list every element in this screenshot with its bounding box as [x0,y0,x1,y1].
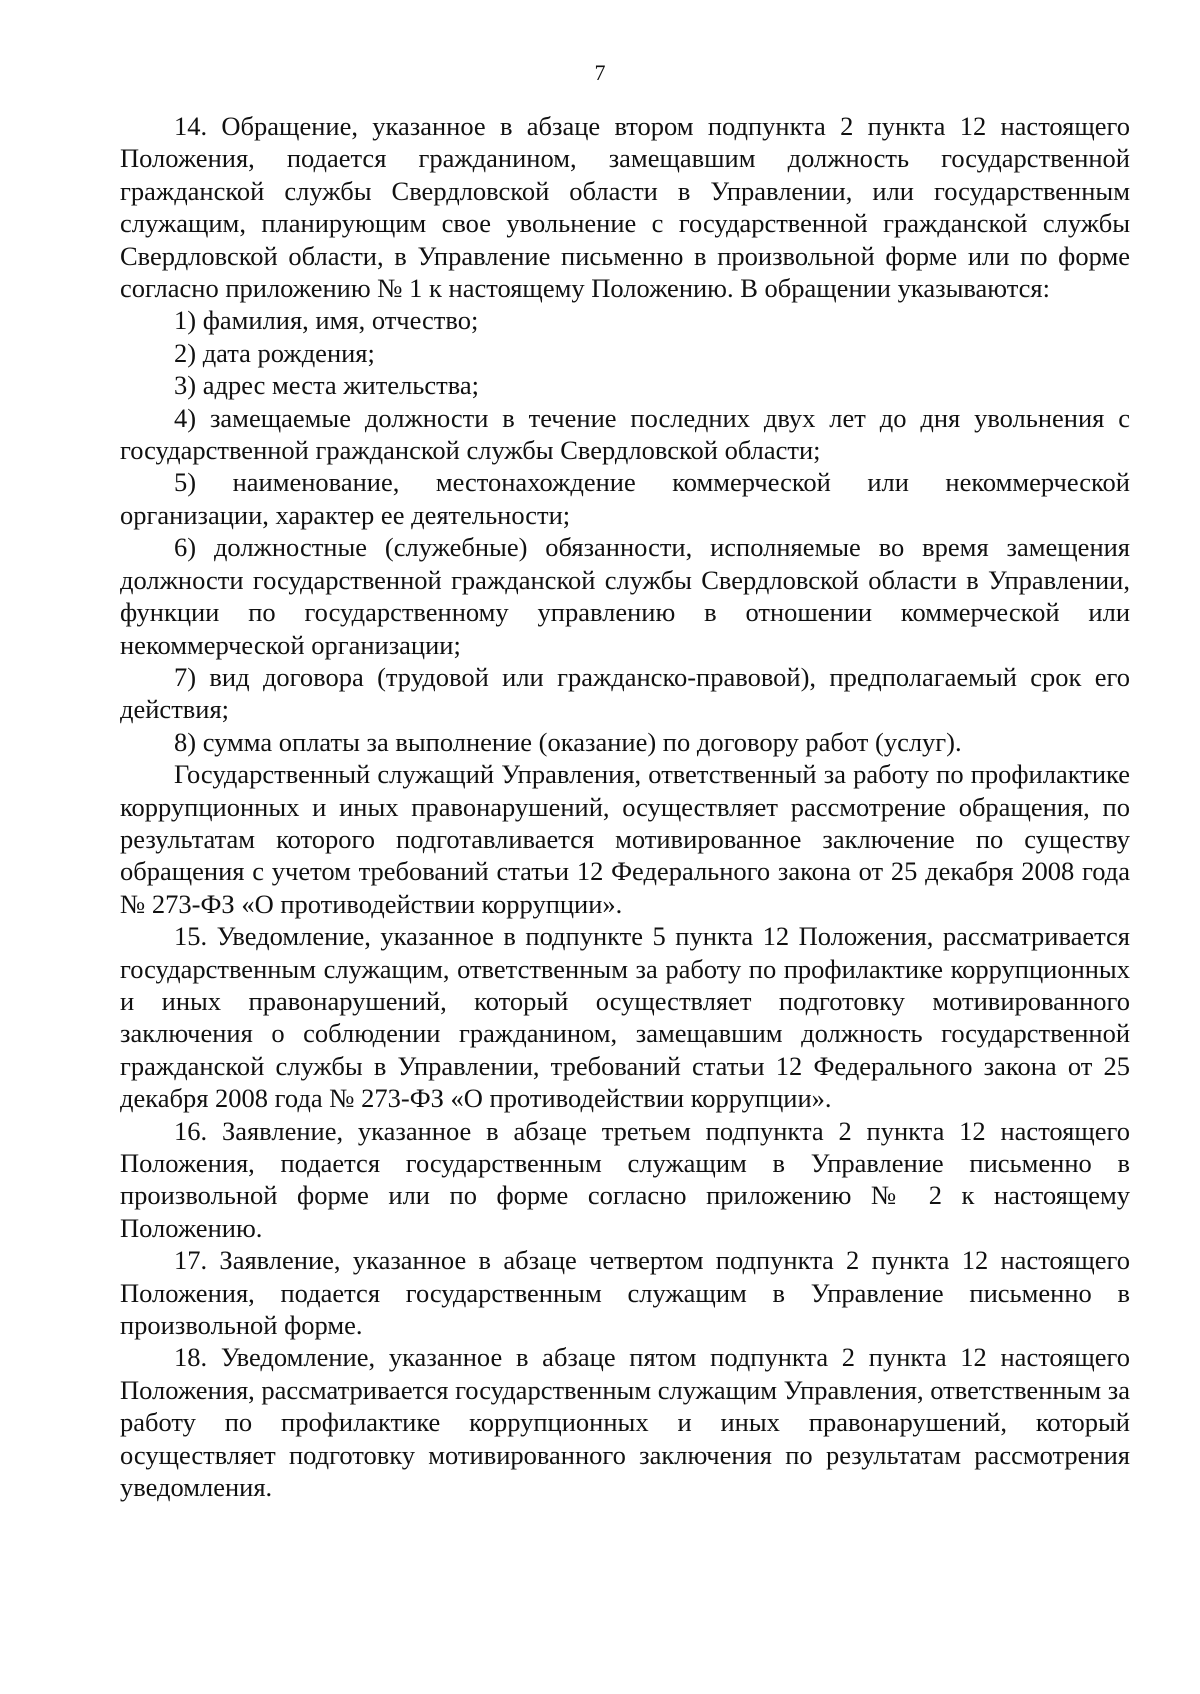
list-item-7: 7) вид договора (трудовой или гражданско-правовой), предполагаемый срок его действия; [120,661,1130,725]
list-item-2: 2) дата рождения; [174,337,375,368]
paragraph-15: 15. Уведомление, указанное в подпункте 5 пункта 12 Положения, рассматривается государственным служащим, ответственным за работу по профилактике коррупционных и иных правонарушений, который осуществляет подготовку мотивированного заключения о соблюдении гражданином, замещавшим должность государственной гражданской службы в Управлении, требований статьи 12 Федерального закона от 25 декабря 2008 года № 273-ФЗ «О противодействии коррупции». [120,921,1130,1114]
list-item-1: 1) фамилия, имя, отчество; [174,305,479,336]
document-body [120,110,1130,1503]
paragraph-18: 18. Уведомление, указанное в абзаце пятом подпункта 2 пункта 12 настоящего Положения, рассматривается государственным служащим Управления, ответственным за работу по профилактике коррупционных и иных правонарушений, который осуществляет подготовку мотивированного заключения по результатам рассмотрения уведомления. [120,1342,1130,1503]
list-item-6: 6) должностные (служебные) обязанности, исполняемые во время замещения должности государственной гражданской службы Свердловской области в Управлении, функции по государственному управлению в отношении коммерческой или некоммерческой организации; [120,532,1130,660]
list-item-3: 3) адрес места жительства; [174,370,480,401]
list-item-5: 5) наименование, местонахождение коммерческой или некоммерческой организации, характер ее деятельности; [120,467,1130,530]
page-number: 7 [594,60,606,85]
paragraph-review: Государственный служащий Управления, ответственный за работу по профилактике коррупционных и иных правонарушений, осуществляет рассмотрение обращения, по результатам которого подготавливается мотивированное заключение по существу обращения с учетом требований статьи 12 Федерального закона от 25 декабря 2008 года № 273-ФЗ «О противодействии коррупции». [120,759,1130,919]
paragraph-14: 14. Обращение, указанное в абзаце втором подпункта 2 пункта 12 настоящего Положения, подается гражданином, замещавшим должность государственной гражданской службы Свердловской области в Управлении, или государственным служащим, планирующим свое увольнение с государственной гражданской службы Свердловской области, в Управление письменно в произвольной форме или по форме согласно приложению № 1 к настоящему Положению. В обращении указываются: [120,111,1130,304]
paragraph-16: 16. Заявление, указанное в абзаце третьем подпункта 2 пункта 12 настоящего Положения, подается государственным служащим в Управление письменно в произвольной форме или по форме согласно приложению № 2 к настоящему Положению. [120,1115,1130,1243]
list-item-4: 4) замещаемые должности в течение последних двух лет до дня увольнения с государственной гражданской службы Свердловской области; [120,402,1130,466]
paragraph-17: 17. Заявление, указанное в абзаце четвертом подпункта 2 пункта 12 настоящего Положения, подается государственным служащим в Управление письменно в произвольной форме. [120,1245,1130,1341]
list-item-8: 8) сумма оплаты за выполнение (оказание) по договору работ (услуг). [174,726,962,757]
